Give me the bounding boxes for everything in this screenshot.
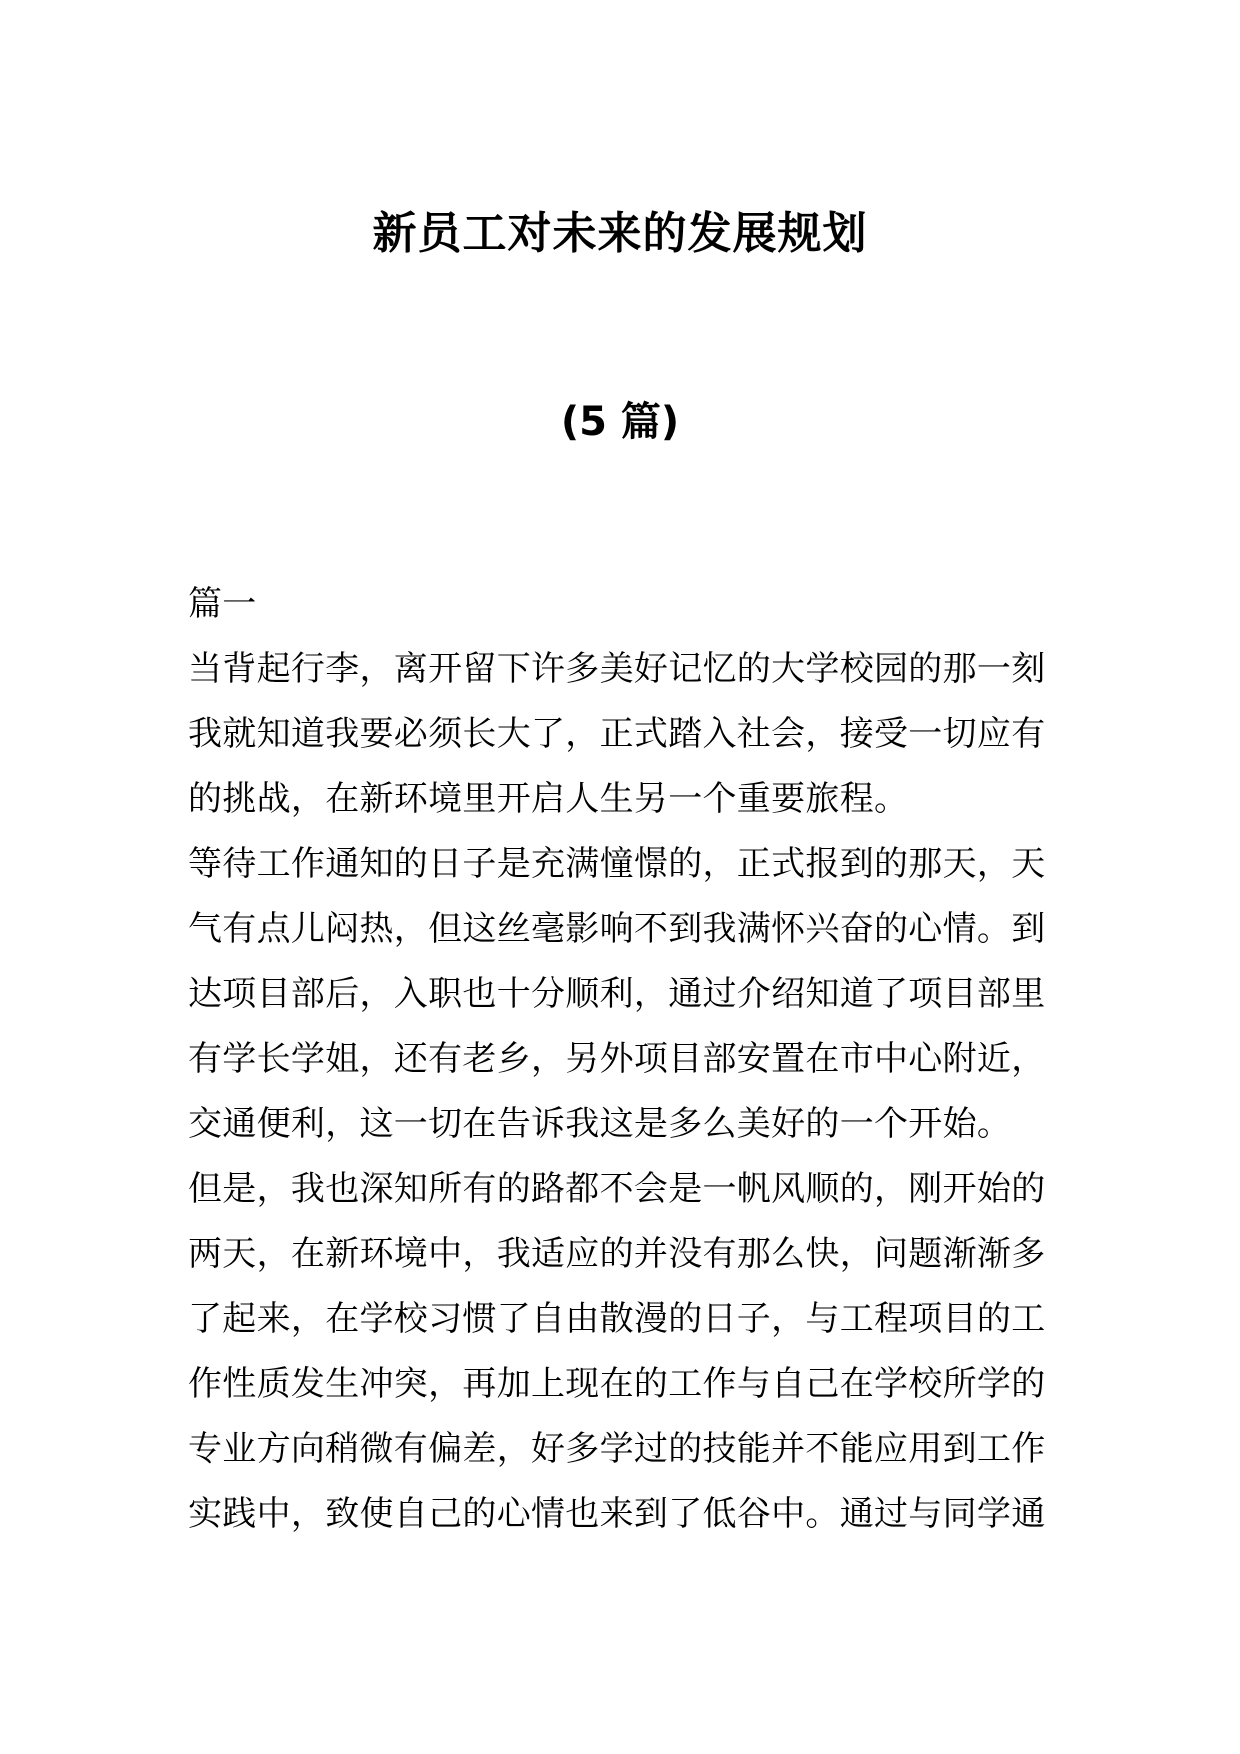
paragraph-line: 有学长学姐，还有老乡，另外项目部安置在市中心附近，: [188, 1039, 1046, 1079]
paragraph-line: 了起来，在学校习惯了自由散漫的日子，与工程项目的工: [188, 1299, 1046, 1339]
paragraph-line: 两天，在新环境中，我适应的并没有那么快，问题渐渐多: [188, 1234, 1046, 1274]
paragraph-line: 交通便利，这一切在告诉我这是多么美好的一个开始。: [188, 1104, 1012, 1144]
paragraph-line: 我就知道我要必须长大了，正式踏入社会，接受一切应有: [188, 714, 1046, 754]
paragraph-line: 的挑战，在新环境里开启人生另一个重要旅程。: [188, 779, 909, 819]
paragraph-line: 实践中，致使自己的心情也来到了低谷中。通过与同学通: [188, 1494, 1046, 1534]
document-title: 新员工对未来的发展规划: [372, 208, 868, 259]
section-heading: 篇一: [188, 584, 257, 624]
document-body: [188, 572, 1058, 1547]
document-subtitle: (5 篇): [560, 399, 680, 445]
paragraph-line: 达项目部后，入职也十分顺利，通过介绍知道了项目部里: [188, 974, 1046, 1014]
paragraph-line: 气有点儿闷热，但这丝毫影响不到我满怀兴奋的心情。到: [188, 909, 1046, 949]
paragraph-line: 专业方向稍微有偏差，好多学过的技能并不能应用到工作: [188, 1429, 1046, 1469]
paragraph-line: 等待工作通知的日子是充满憧憬的，正式报到的那天，天: [188, 844, 1046, 884]
paragraph-line: 但是，我也深知所有的路都不会是一帆风顺的，刚开始的: [188, 1169, 1046, 1209]
paragraph-line: 作性质发生冲突，再加上现在的工作与自己在学校所学的: [188, 1364, 1046, 1404]
paragraph-line: 当背起行李，离开留下许多美好记忆的大学校园的那一刻: [188, 649, 1046, 689]
